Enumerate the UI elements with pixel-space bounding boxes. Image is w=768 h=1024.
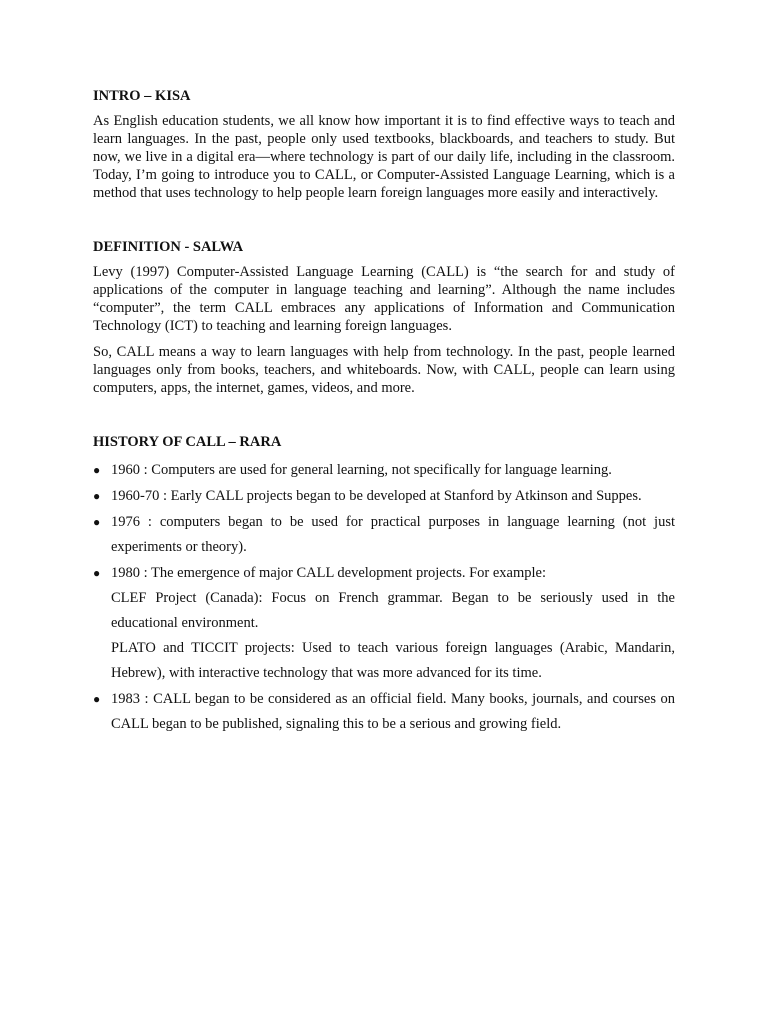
bullet-icon: ● bbox=[93, 489, 101, 503]
intro-section bbox=[93, 87, 675, 202]
definition-paragraph: So, CALL means a way to learn languages with help from technology. In the past, people learned languages only from books, teachers, and whiteboards. Now, with CALL, people can learn using computers, apps, the internet, games, videos, and more. bbox=[93, 344, 675, 396]
section-spacer bbox=[93, 210, 675, 238]
history-list bbox=[93, 458, 675, 737]
definition-section bbox=[93, 238, 675, 397]
history-list-item bbox=[93, 484, 675, 509]
history-item-text: 1960-70 : Early CALL projects began to be developed at Stanford by Atkinson and Suppes. bbox=[111, 488, 642, 504]
history-list-item bbox=[93, 561, 675, 686]
bullet-icon: ● bbox=[93, 566, 101, 580]
definition-heading: DEFINITION - SALWA bbox=[93, 239, 244, 255]
history-list-item bbox=[93, 458, 675, 483]
history-heading: HISTORY OF CALL – RARA bbox=[93, 434, 282, 450]
definition-paragraph: Levy (1997) Computer-Assisted Language Learning (CALL) is “the search for and study of applications of the computer in language teaching and learning”. Although the name includes “computer”, the term CALL embraces any applications of Information and Communication Technology (ICT) to teaching and learning foreign languages. bbox=[93, 264, 675, 334]
bullet-icon: ● bbox=[93, 515, 101, 529]
history-item-text: 1983 : CALL began to be considered as an official field. Many books, journals, and courses on CALL began to be published, signaling this to be a serious and growing field. bbox=[111, 691, 675, 732]
history-list-item bbox=[93, 687, 675, 737]
document-page bbox=[93, 87, 675, 738]
section-spacer bbox=[93, 405, 675, 433]
intro-paragraph: As English education students, we all know how important it is to find effective ways to teach and learn languages. In the past, people only used textbooks, blackboards, and teachers to study. But now, we live in a digital era—where technology is part of our daily life, including in the classroom. Today, I’m going to introduce you to CALL, or Computer-Assisted Language Learning, which is a method that uses technology to help people learn foreign languages more easily and interactively. bbox=[93, 113, 675, 201]
history-section bbox=[93, 433, 675, 737]
history-item-text: 1976 : computers began to be used for practical purposes in language learning (not just experiments or theory). bbox=[111, 514, 675, 555]
history-list-item bbox=[93, 510, 675, 560]
history-subitem-text: CLEF Project (Canada): Focus on French grammar. Began to be seriously used in the educational environment. bbox=[111, 590, 675, 631]
history-item-text: 1980 : The emergence of major CALL development projects. For example: bbox=[111, 565, 547, 581]
bullet-icon: ● bbox=[93, 463, 101, 477]
intro-heading: INTRO – KISA bbox=[93, 88, 191, 104]
history-item-text: 1960 : Computers are used for general learning, not specifically for language learning. bbox=[111, 462, 612, 478]
history-subitem-text: PLATO and TICCIT projects: Used to teach various foreign languages (Arabic, Mandarin, Hebrew), with interactive technology that was more advanced for its time. bbox=[111, 640, 675, 681]
bullet-icon: ● bbox=[93, 692, 101, 706]
